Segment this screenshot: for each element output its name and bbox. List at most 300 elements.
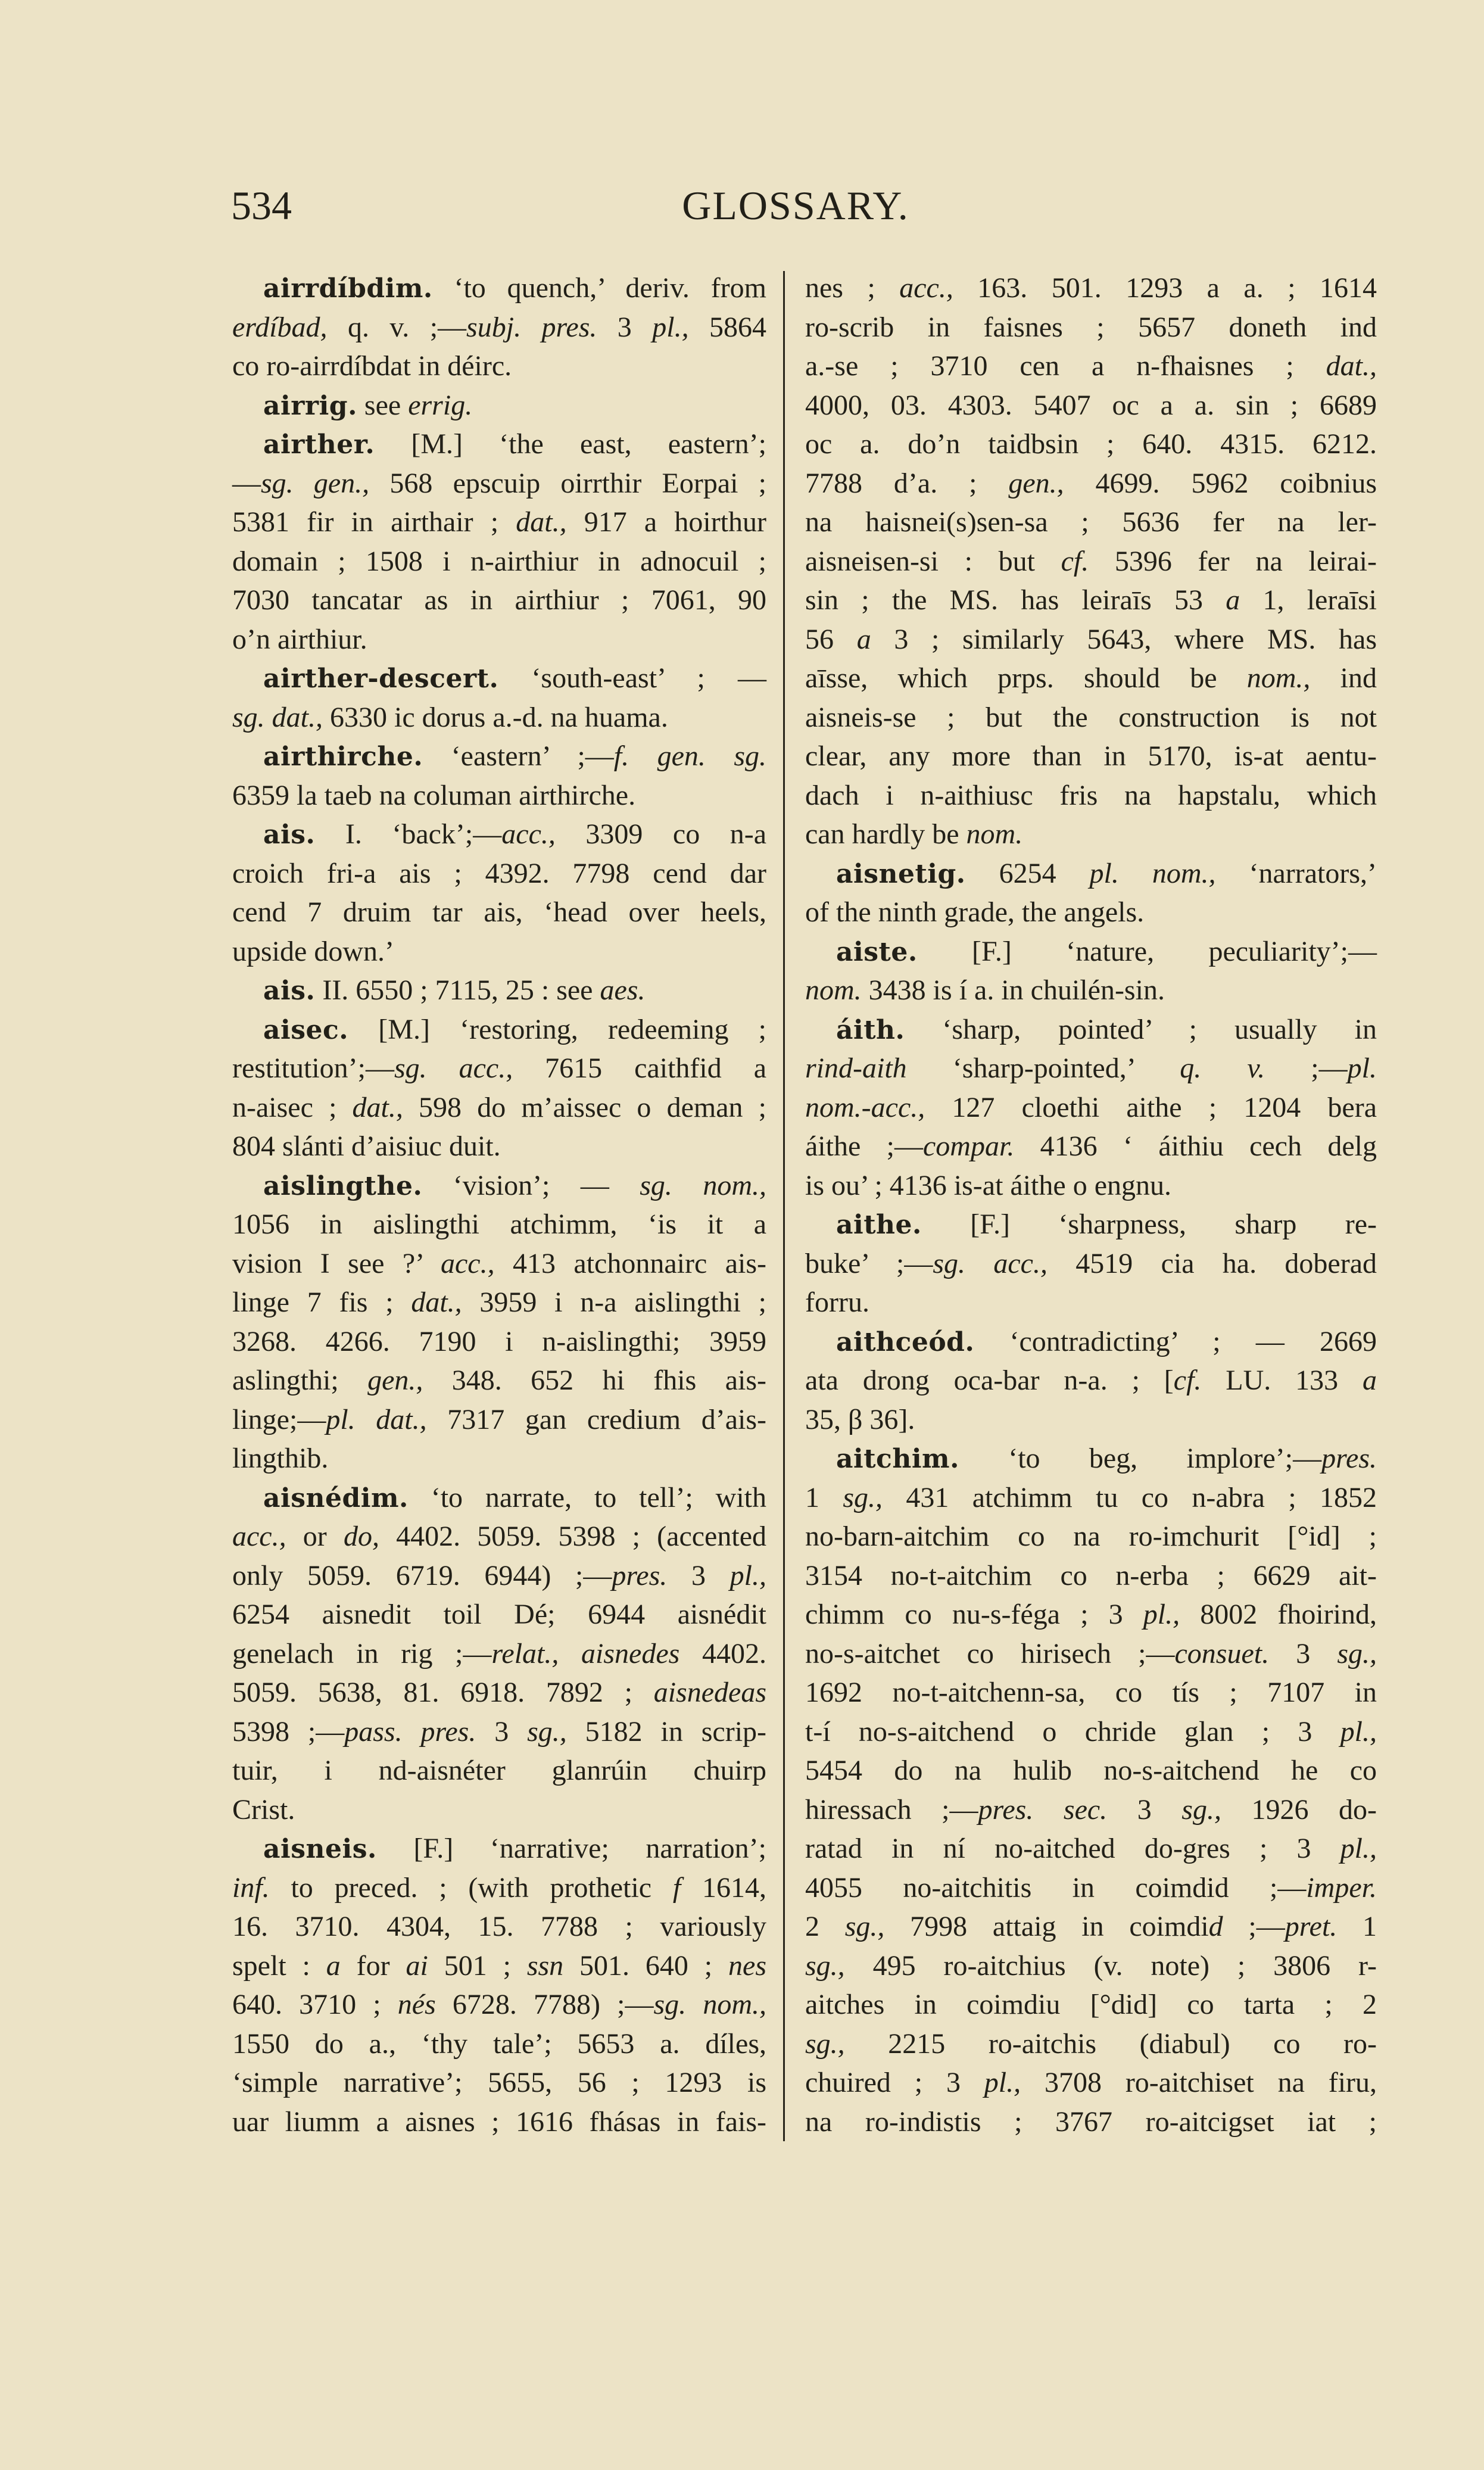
text-segment: dach i n-aithiusc fris na hapstalu, which xyxy=(805,779,1377,811)
text-segment: 56 xyxy=(805,623,857,655)
text-segment: 501. 640 ; xyxy=(563,1949,729,1982)
text-segment: 598 do m’aissec o deman ; xyxy=(403,1091,766,1123)
text-line xyxy=(232,1517,766,1556)
text-segment: hiressach ;— xyxy=(805,1793,978,1826)
text-segment: ‘simple narrative’; 5655, 56 ; 1293 is xyxy=(232,2067,766,2098)
text-segment: 127 cloethi aithe ; 1204 bera xyxy=(925,1091,1377,1123)
entry-first-line xyxy=(232,659,766,698)
text-segment: ‘south-east’ ; — xyxy=(498,662,766,694)
text-segment: 4000, 03. 4303. 5407 oc a a. sin ; 6689 xyxy=(805,389,1377,421)
text-segment: — xyxy=(232,467,261,499)
text-line xyxy=(232,1400,766,1440)
text-line xyxy=(805,542,1377,581)
text-line xyxy=(805,1244,1377,1284)
text-segment: 6728. 7788) ;— xyxy=(435,1989,654,2020)
headword: ais. xyxy=(263,976,316,1006)
italic-abbreviation: acc., xyxy=(232,1521,286,1552)
headword: aiste. xyxy=(836,936,918,967)
text-segment: 348. 652 hi fhis ais- xyxy=(423,1365,766,1396)
text-line xyxy=(232,1946,766,1986)
text-segment: genelach in rig ;— xyxy=(232,1637,492,1669)
text-segment: 4402. 5059. 5398 ; (accented xyxy=(379,1521,767,1552)
page-number: 534 xyxy=(231,183,292,228)
text-line xyxy=(805,425,1377,464)
entry-first-line xyxy=(805,932,1377,971)
italic-abbreviation: sg., xyxy=(805,1949,845,1982)
column-divider xyxy=(783,271,785,2141)
text-segment: ‘sharp-pointed,’ xyxy=(906,1052,1180,1084)
italic-abbreviation: dat., xyxy=(411,1287,462,1318)
italic-abbreviation: d xyxy=(1208,1911,1223,1942)
text-segment: buke’ ;— xyxy=(805,1247,933,1279)
text-segment: is ou’ ; 4136 is-at áithe o engnu. xyxy=(805,1169,1171,1201)
text-segment: uar liumm a aisnes ; 1616 fhásas in fais- xyxy=(232,2105,766,2138)
italic-abbreviation: cf. xyxy=(1173,1365,1202,1396)
italic-abbreviation: sg. acc., xyxy=(394,1052,513,1084)
italic-abbreviation: nés xyxy=(397,1989,436,2020)
headword: airrig. xyxy=(263,390,357,421)
text-segment: 3268. 4266. 7190 i n-aislingthi; 3959 xyxy=(232,1325,766,1357)
text-segment: 568 epscuip oirrthir Eorpai ; xyxy=(369,467,767,499)
entry-first-line xyxy=(232,1829,766,1868)
text-segment: sin ; the MS. has leiraīs 53 xyxy=(805,584,1226,616)
text-segment: ‘sharp, pointed’ ; usually in xyxy=(905,1013,1377,1045)
text-segment: 5864 xyxy=(688,311,767,343)
text-segment: only 5059. 6719. 6944) ;— xyxy=(232,1559,612,1591)
text-line xyxy=(805,1868,1377,1908)
text-segment: ratad in ní no-aitched do-gres ; 3 xyxy=(805,1833,1340,1864)
italic-abbreviation: ssn xyxy=(526,1949,564,1982)
italic-abbreviation: nom. xyxy=(805,974,862,1006)
italic-abbreviation: nom.-acc., xyxy=(805,1091,925,1123)
text-segment: of the ninth grade, the angels. xyxy=(805,896,1145,928)
text-segment: chuired ; 3 xyxy=(805,2067,984,2098)
text-segment: 1 xyxy=(805,1481,843,1513)
text-segment: ata drong oca-bar n-a. ; [ xyxy=(805,1365,1174,1396)
glossary-column-right xyxy=(805,269,1377,2141)
text-line xyxy=(805,503,1377,542)
text-line xyxy=(232,1790,766,1830)
text-segment: 16. 3710. 4304, 15. 7788 ; variously xyxy=(232,1911,766,1942)
entry-first-line xyxy=(805,854,1377,893)
text-segment: forru. xyxy=(805,1287,869,1318)
text-segment: 3154 no-t-aitchim co n-erba ; 6629 ait- xyxy=(805,1559,1377,1591)
text-segment: t-í no-s-aitchend o chride glan ; 3 xyxy=(805,1715,1340,1748)
text-segment: ind xyxy=(1310,662,1377,694)
italic-abbreviation: pres. xyxy=(1321,1443,1377,1474)
text-line xyxy=(232,1283,766,1322)
text-line xyxy=(232,1595,766,1634)
text-line xyxy=(232,464,766,503)
text-line xyxy=(805,1829,1377,1868)
text-segment: 1550 do a., ‘thy tale’; 5653 a. díles, xyxy=(232,2027,766,2060)
text-segment: q. v. ;— xyxy=(327,311,467,343)
text-segment: 4402. xyxy=(679,1637,767,1669)
glossary-column-left xyxy=(232,269,766,2141)
italic-abbreviation: cf. xyxy=(1061,545,1089,577)
entry-first-line xyxy=(232,425,766,464)
text-segment: 431 atchimm tu co n-abra ; 1852 xyxy=(883,1481,1377,1513)
text-segment: 1692 no-t-aitchenn-sa, co tís ; 7107 in xyxy=(805,1677,1377,1708)
italic-abbreviation: sg., xyxy=(527,1715,567,1748)
text-segment: o’n airthiur. xyxy=(232,623,367,655)
text-segment: 6359 la taeb na columan airthirche. xyxy=(232,779,636,811)
entry-first-line xyxy=(232,269,766,308)
text-line xyxy=(805,1400,1377,1440)
text-segment: aisneisen-si : but xyxy=(805,545,1061,577)
text-segment: 1926 do- xyxy=(1221,1793,1377,1826)
text-line xyxy=(805,1049,1377,1088)
entry-first-line xyxy=(232,737,766,776)
headword: aisnetig. xyxy=(836,858,966,889)
text-line xyxy=(805,464,1377,503)
text-line xyxy=(805,269,1377,308)
text-segment: ‘to quench,’ deriv. from xyxy=(432,272,766,304)
running-title: GLOSSARY. xyxy=(682,183,909,228)
italic-abbreviation: pl., xyxy=(652,311,689,343)
text-segment: 4519 cia ha. doberad xyxy=(1047,1247,1377,1279)
headword: aisec. xyxy=(263,1014,349,1045)
italic-abbreviation: sg. nom., xyxy=(640,1169,766,1201)
text-line xyxy=(232,1088,766,1127)
headword: aislingthe. xyxy=(263,1170,423,1201)
text-line xyxy=(232,854,766,893)
text-line xyxy=(805,737,1377,776)
text-line xyxy=(805,1088,1377,1127)
text-line xyxy=(805,1361,1377,1400)
text-line xyxy=(805,1751,1377,1790)
italic-abbreviation: acc., xyxy=(501,818,556,850)
text-segment: [M.] ‘the east, eastern’; xyxy=(375,428,766,460)
entry-first-line xyxy=(805,1010,1377,1049)
italic-abbreviation: sg., xyxy=(1337,1637,1377,1669)
italic-abbreviation: pret. xyxy=(1285,1911,1338,1942)
text-segment: 4699. 5962 coibnius xyxy=(1064,467,1377,499)
italic-abbreviation: sg., xyxy=(1181,1793,1221,1826)
italic-abbreviation: acc., xyxy=(440,1247,495,1279)
text-segment: 1056 in aislingthi atchimm, ‘is it a xyxy=(232,1208,766,1240)
text-segment: restitution’;— xyxy=(232,1052,394,1084)
italic-abbreviation: sg. gen., xyxy=(261,467,370,499)
text-line xyxy=(805,620,1377,659)
text-segment: upside down.’ xyxy=(232,935,394,967)
text-segment: 7317 gan credium d’ais- xyxy=(426,1403,767,1435)
italic-abbreviation: subj. pres. xyxy=(466,311,597,343)
headword: aitchim. xyxy=(836,1444,959,1474)
headword: aisnédim. xyxy=(263,1482,409,1513)
headword: áith. xyxy=(836,1014,905,1045)
text-segment: áithe ;— xyxy=(805,1130,923,1162)
italic-abbreviation: sg., xyxy=(843,1481,883,1513)
text-line xyxy=(232,932,766,971)
text-line xyxy=(232,1673,766,1712)
text-segment: 7615 caithfid a xyxy=(513,1052,766,1084)
text-segment: [F.] ‘nature, peculiarity’;— xyxy=(917,935,1377,967)
italic-abbreviation: pl. dat., xyxy=(326,1403,427,1435)
text-segment: 7998 attaig in coimdi xyxy=(884,1911,1209,1942)
text-segment: 3 ; similarly 5643, where MS. has xyxy=(871,623,1377,655)
text-segment: na haisnei(s)sen-sa ; 5636 fer na ler- xyxy=(805,506,1377,538)
text-segment: 495 ro-aitchius (v. note) ; 3806 r- xyxy=(844,1949,1377,1982)
italic-abbreviation: pl., xyxy=(984,2067,1021,2098)
text-segment: 3 xyxy=(1269,1637,1338,1669)
italic-abbreviation: pres. xyxy=(612,1559,668,1591)
text-segment: a.-se ; 3710 cen a n-fhaisnes ; xyxy=(805,350,1326,382)
text-line xyxy=(805,1985,1377,2024)
text-segment: [F.] ‘sharpness, sharp re- xyxy=(921,1208,1377,1240)
text-segment: 640. 3710 ; xyxy=(232,1989,398,2020)
italic-abbreviation: errig. xyxy=(408,389,473,421)
italic-abbreviation: rind-aith xyxy=(805,1052,907,1084)
text-line xyxy=(232,2024,766,2064)
text-line xyxy=(805,815,1377,854)
text-segment: ‘vision’; — xyxy=(422,1169,640,1201)
text-segment: 3 xyxy=(667,1559,730,1591)
text-segment: 2 xyxy=(805,1911,845,1942)
text-line xyxy=(232,503,766,542)
text-segment: 5381 fir in airthair ; xyxy=(232,506,516,538)
headword: ais. xyxy=(263,820,316,850)
text-segment: ‘contradicting’ ; — 2669 xyxy=(974,1325,1377,1357)
italic-abbreviation: a xyxy=(1363,1365,1377,1396)
italic-abbreviation: pl., xyxy=(1143,1599,1180,1630)
text-segment: lingthib. xyxy=(232,1443,329,1474)
text-line xyxy=(805,2103,1377,2142)
italic-abbreviation: erdíbad, xyxy=(232,311,328,343)
italic-abbreviation: dat., xyxy=(352,1091,403,1123)
text-segment: aslingthi; xyxy=(232,1365,368,1396)
text-segment: or xyxy=(286,1521,344,1552)
text-segment: 3 xyxy=(1107,1793,1182,1826)
text-segment: 8002 fhoirind, xyxy=(1180,1599,1377,1630)
italic-abbreviation: inf. xyxy=(232,1871,270,1904)
italic-abbreviation: sg. dat., xyxy=(232,701,323,733)
text-segment: 5454 do na hulib no-s-aitchend he co xyxy=(805,1755,1377,1786)
text-line xyxy=(232,308,766,347)
text-line xyxy=(805,659,1377,698)
text-segment: clear, any more than in 5170, is-at aentu- xyxy=(805,740,1377,772)
text-line xyxy=(232,1868,766,1908)
text-line xyxy=(805,776,1377,815)
text-segment: [M.] ‘restoring, redeeming ; xyxy=(348,1013,766,1045)
text-line xyxy=(805,1556,1377,1596)
text-segment: 3438 is í a. in chuilén-sin. xyxy=(861,974,1165,1006)
italic-abbreviation: imper. xyxy=(1306,1871,1377,1904)
entry-first-line xyxy=(232,815,766,854)
italic-abbreviation: f xyxy=(672,1871,681,1904)
text-line xyxy=(232,1634,766,1674)
text-line xyxy=(232,2103,766,2142)
text-segment: no-s-aitchet co hirisech ;— xyxy=(805,1637,1175,1669)
italic-abbreviation: a xyxy=(856,623,871,655)
text-segment: linge 7 fis ; xyxy=(232,1287,411,1318)
text-segment: oc a. do’n taidbsin ; 640. 4315. 6212. xyxy=(805,428,1377,460)
headword: airther. xyxy=(263,429,375,460)
entry-first-line xyxy=(805,1322,1377,1362)
text-segment: 5182 in scrip- xyxy=(566,1715,767,1748)
entry-first-line xyxy=(232,971,766,1010)
text-segment: 501 ; xyxy=(428,1949,527,1982)
italic-abbreviation: a xyxy=(326,1949,341,1982)
text-segment: 5396 fer na leirai- xyxy=(1089,545,1377,577)
text-line xyxy=(805,308,1377,347)
text-segment: linge;— xyxy=(232,1403,326,1435)
headword: aisneis. xyxy=(263,1834,377,1864)
italic-abbreviation: pl., xyxy=(1340,1833,1377,1864)
text-segment: 7030 tancatar as in airthiur ; 7061, 90 xyxy=(232,584,766,616)
text-line xyxy=(232,1049,766,1088)
text-segment: 1 xyxy=(1337,1911,1377,1942)
italic-abbreviation: sg. acc., xyxy=(933,1247,1047,1279)
italic-abbreviation: sg. nom., xyxy=(653,1989,766,2020)
text-segment: chimm co nu-s-féga ; 3 xyxy=(805,1599,1143,1630)
text-line xyxy=(232,1439,766,1478)
text-line xyxy=(805,2063,1377,2103)
text-line xyxy=(805,1907,1377,1946)
italic-abbreviation: pl., xyxy=(1340,1715,1377,1748)
text-line xyxy=(805,1478,1377,1518)
entry-first-line xyxy=(805,1205,1377,1244)
text-segment: 3 xyxy=(597,311,653,343)
italic-abbreviation: compar. xyxy=(922,1130,1015,1162)
text-line xyxy=(232,347,766,386)
italic-abbreviation: sg., xyxy=(844,1911,885,1942)
text-segment: co ro-airrdíbdat in déirc. xyxy=(232,350,512,382)
text-line xyxy=(232,1244,766,1284)
text-line xyxy=(232,776,766,815)
headword: airther-descert. xyxy=(263,664,499,694)
text-segment: ro-scrib in faisnes ; 5657 doneth ind xyxy=(805,311,1377,343)
text-segment: ‘to narrate, to tell’; with xyxy=(408,1481,766,1513)
text-segment: 2215 ro-aitchis (diabul) co ro- xyxy=(844,2027,1377,2060)
text-line xyxy=(805,2024,1377,2064)
text-segment: 6254 xyxy=(965,857,1090,889)
text-segment: ‘eastern’ ;— xyxy=(423,740,614,772)
text-segment: 35, β 36]. xyxy=(805,1403,915,1435)
text-segment: 3959 i n-a aislingthi ; xyxy=(462,1287,767,1318)
text-line xyxy=(232,620,766,659)
text-segment: 1614, xyxy=(681,1871,767,1904)
text-line xyxy=(805,386,1377,425)
text-line xyxy=(805,1712,1377,1752)
text-line xyxy=(232,2063,766,2103)
text-line xyxy=(805,1517,1377,1556)
entry-first-line xyxy=(232,1010,766,1049)
text-line xyxy=(232,893,766,932)
italic-abbreviation: pass. pres. xyxy=(344,1715,476,1748)
text-segment: ;— xyxy=(1265,1052,1348,1084)
text-segment: aitches in coimdiu [°did] co tarta ; 2 xyxy=(805,1989,1377,2020)
italic-abbreviation: acc., xyxy=(899,272,953,304)
text-segment: II. 6550 ; 7115, 25 : see xyxy=(315,974,600,1006)
text-line xyxy=(232,1751,766,1790)
text-line xyxy=(232,698,766,737)
text-segment: I. ‘back’;— xyxy=(315,818,502,850)
italic-abbreviation: nom. xyxy=(966,818,1023,850)
text-segment: nes ; xyxy=(805,272,900,304)
entry-first-line xyxy=(232,386,766,425)
text-segment: 917 a hoirthur xyxy=(566,506,766,538)
text-segment: n-aisec ; xyxy=(232,1091,353,1123)
text-segment: to preced. ; (with prothetic xyxy=(269,1871,673,1904)
italic-abbreviation: pl. nom., xyxy=(1089,857,1216,889)
headword: aithceód. xyxy=(836,1326,975,1357)
text-segment: [F.] ‘narrative; narration’; xyxy=(376,1833,766,1864)
text-line xyxy=(232,1127,766,1166)
text-segment: 1, leraīsi xyxy=(1240,584,1377,616)
text-line xyxy=(232,1907,766,1946)
entry-first-line xyxy=(805,1439,1377,1478)
italic-abbreviation: consuet. xyxy=(1174,1637,1270,1669)
italic-abbreviation: pl. xyxy=(1347,1052,1377,1084)
text-line xyxy=(805,581,1377,620)
text-segment: 5059. 5638, 81. 6918. 7892 ; xyxy=(232,1677,654,1708)
text-segment: 3309 co n-a xyxy=(555,818,767,850)
italic-abbreviation: q. v. xyxy=(1180,1052,1265,1084)
text-segment: see xyxy=(357,389,409,421)
text-segment: croich fri-a ais ; 4392. 7798 cend dar xyxy=(232,857,766,889)
text-line xyxy=(805,347,1377,386)
text-line xyxy=(805,1790,1377,1830)
italic-abbreviation: nom., xyxy=(1246,662,1311,694)
text-line xyxy=(805,1634,1377,1674)
text-line xyxy=(805,893,1377,932)
text-segment: LU. 133 xyxy=(1201,1365,1363,1396)
text-segment: for xyxy=(340,1949,406,1982)
italic-abbreviation: relat., aisnedes xyxy=(491,1637,680,1669)
italic-abbreviation: pl., xyxy=(729,1559,767,1591)
italic-abbreviation: gen., xyxy=(1008,467,1064,499)
text-segment: can hardly be xyxy=(805,818,967,850)
text-segment: tuir, i nd-aisnéter glanrúin chuirp xyxy=(232,1755,766,1786)
text-segment: 6330 ic dorus a.-d. na huama. xyxy=(323,701,668,733)
text-segment: ;— xyxy=(1223,1911,1285,1942)
headword: airrdíbdim. xyxy=(263,273,433,304)
text-line xyxy=(232,542,766,581)
text-segment: 804 slánti d’aisiuc duit. xyxy=(232,1130,501,1162)
text-segment: aīsse, which prps. should be xyxy=(805,662,1247,694)
italic-abbreviation: gen., xyxy=(367,1365,423,1396)
text-line xyxy=(232,1205,766,1244)
italic-abbreviation: do, xyxy=(343,1521,379,1552)
text-line xyxy=(232,1712,766,1752)
text-line xyxy=(805,1127,1377,1166)
text-line xyxy=(232,1556,766,1596)
text-segment: 5398 ;— xyxy=(232,1715,345,1748)
italic-abbreviation: dat., xyxy=(1326,350,1377,382)
text-line xyxy=(232,1985,766,2024)
text-line xyxy=(805,1946,1377,1986)
entry-first-line xyxy=(232,1478,766,1518)
text-segment: na ro-indistis ; 3767 ro-aitcigset iat ; xyxy=(805,2105,1377,2138)
text-line xyxy=(232,1322,766,1362)
italic-abbreviation: ai xyxy=(406,1949,428,1982)
italic-abbreviation: dat., xyxy=(516,506,567,538)
text-segment: 413 atchonnairc ais- xyxy=(494,1247,766,1279)
text-line xyxy=(805,1283,1377,1322)
text-line xyxy=(805,1595,1377,1634)
text-segment: 4136 ‘ áithiu cech delg xyxy=(1014,1130,1377,1162)
italic-abbreviation: nes xyxy=(728,1949,767,1982)
text-segment: Crist. xyxy=(232,1793,295,1826)
entry-first-line xyxy=(232,1166,766,1206)
headword: airthirche. xyxy=(263,742,423,772)
text-segment: aisneis-se ; but the construction is not xyxy=(805,701,1377,733)
text-segment: 3708 ro-aitchiset na firu, xyxy=(1021,2067,1377,2098)
italic-abbreviation: f. gen. sg. xyxy=(613,740,766,772)
italic-abbreviation: aes. xyxy=(600,974,646,1006)
italic-abbreviation: pres. sec. xyxy=(978,1793,1108,1826)
